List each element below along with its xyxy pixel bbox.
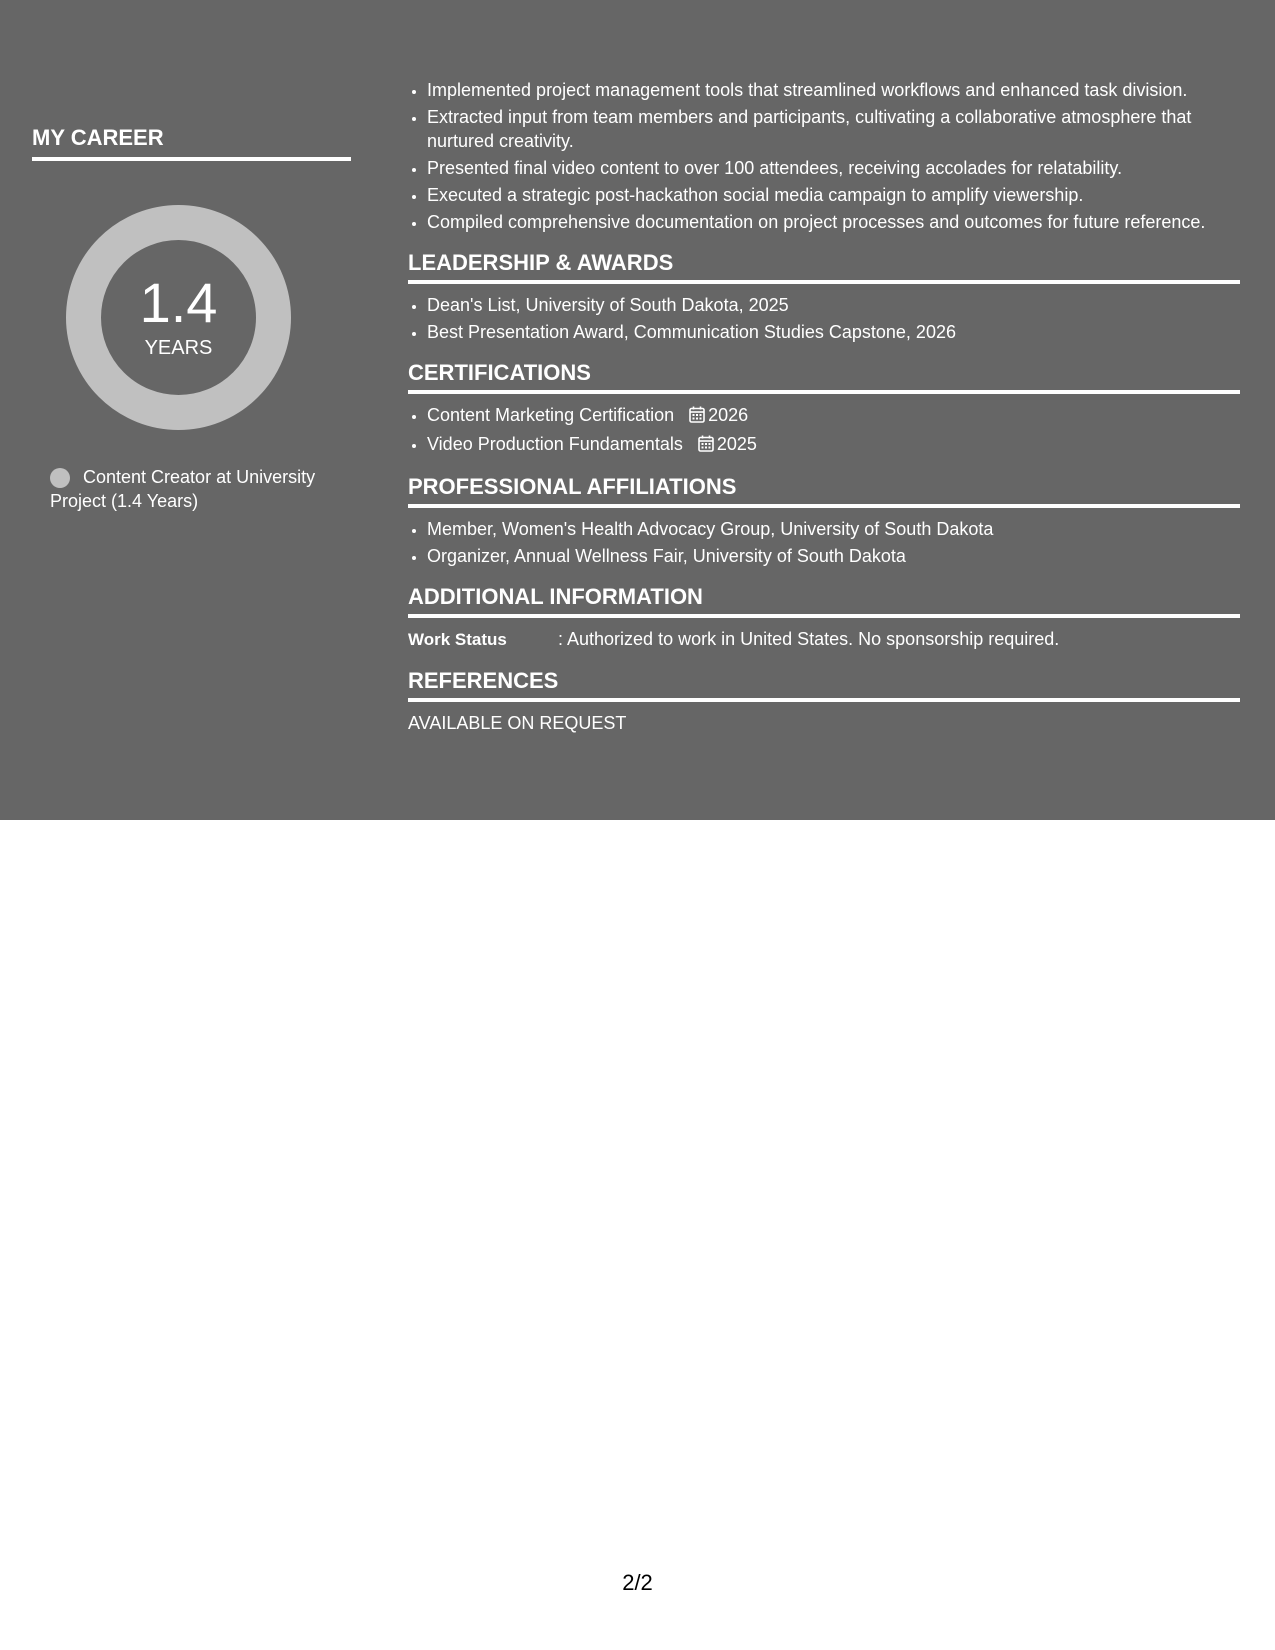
affiliation-item: • Organizer, Annual Wellness Fair, University of South Dakota — [427, 544, 1240, 568]
leadership-item: • Dean's List, University of South Dakota, 2025 — [427, 293, 1240, 317]
work-status-row — [408, 627, 1240, 652]
career-years-value: 1.4 — [139, 271, 218, 334]
page-number: 2/2 — [622, 1570, 653, 1595]
donut-center — [66, 205, 291, 430]
experience-bullet: • Executed a strategic post-hackathon social media campaign to amplify viewership. — [427, 183, 1240, 207]
resume-panel — [0, 0, 1275, 820]
experience-bullet: • Presented final video content to over 100 attendees, receiving accolades for relatability. — [427, 156, 1240, 180]
references-text: AVAILABLE ON REQUEST — [408, 713, 627, 733]
affiliation-item: • Member, Women's Health Advocacy Group, University of South Dakota — [427, 517, 1240, 541]
career-legend-item — [50, 465, 340, 513]
work-status-label: Work Status — [408, 630, 507, 649]
certification-name: Video Production Fundamentals — [427, 434, 683, 454]
legend-dot-icon — [50, 468, 70, 488]
certification-year: 2026 — [708, 405, 749, 425]
affiliations-section-title: PROFESSIONAL AFFILIATIONS — [408, 474, 1240, 508]
affiliations-list — [408, 517, 1240, 568]
career-heading: MY CAREER — [32, 125, 351, 161]
work-status-value: : Authorized to work in United States. No sponsorship required. — [558, 629, 1060, 649]
experience-bullet: • Implemented project management tools that streamlined workflows and enhanced task division. — [427, 78, 1240, 102]
experience-bullet: • Compiled comprehensive documentation on project processes and outcomes for future reference. — [427, 210, 1240, 234]
certification-year: 2025 — [716, 434, 757, 454]
additional-info-section-title: ADDITIONAL INFORMATION — [408, 584, 1240, 618]
experience-bullet: • Extracted input from team members and participants, cultivating a collaborative atmosphere that nurtured creativity. — [427, 105, 1240, 153]
certification-item — [427, 403, 1240, 429]
career-sidebar — [32, 125, 351, 511]
certifications-section-title: CERTIFICATIONS — [408, 360, 1240, 394]
leadership-item: • Best Presentation Award, Communication Studies Capstone, 2026 — [427, 320, 1240, 344]
career-years-unit: YEARS — [144, 337, 213, 359]
experience-bullet-list — [408, 78, 1240, 234]
certification-name: Content Marketing Certification — [427, 405, 675, 425]
leadership-section-title: LEADERSHIP & AWARDS — [408, 250, 1240, 284]
leadership-list — [408, 293, 1240, 344]
certifications-list — [408, 403, 1240, 458]
calendar-icon — [689, 405, 705, 429]
references-section-title: REFERENCES — [408, 668, 1240, 702]
calendar-icon — [698, 434, 714, 458]
career-legend-label: Content Creator at University Project (1.4 Years) — [50, 467, 316, 511]
career-donut-chart — [66, 205, 291, 430]
main-column — [408, 78, 1240, 735]
certification-item — [427, 432, 1240, 458]
